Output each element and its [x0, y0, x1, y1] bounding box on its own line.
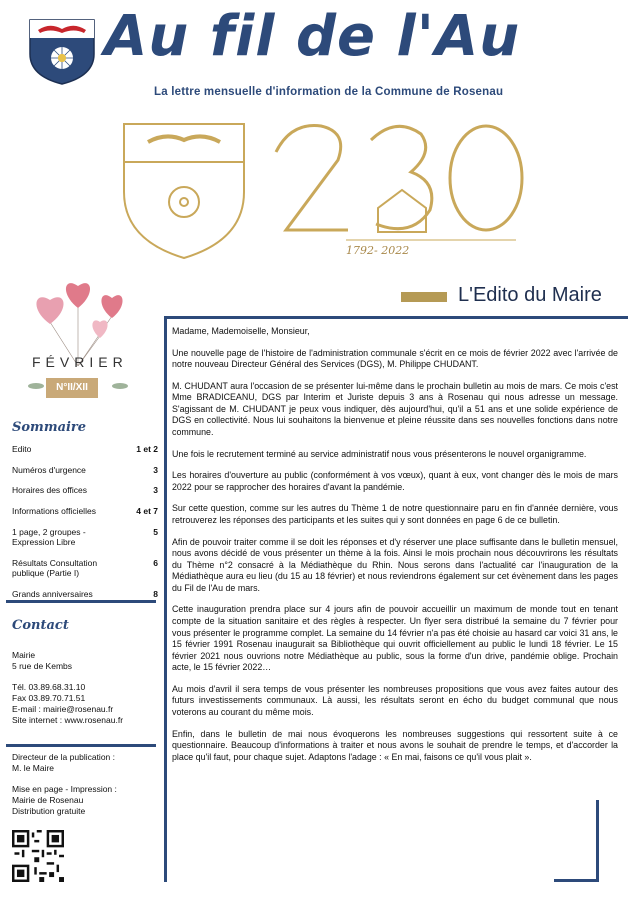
- newsletter-title: Au fil de l'Au: [104, 4, 521, 69]
- anniversary-230-emblem: [116, 112, 536, 262]
- layout-name: Mairie de Rosenau: [12, 795, 84, 806]
- director-label: Directeur de la publication :: [12, 752, 116, 762]
- edito-paragraph: Au mois d'avril il sera temps de vous présenter les nombreuses propositions que vous avez faites autour des futurs investissements communaux. Là aussi, les résultats seront en écho du budget communal que nous voterons au courant du même mois.: [172, 683, 618, 718]
- newsletter-subtitle: La lettre mensuelle d'information de la Commune de Rosenau: [154, 86, 504, 98]
- edito-accent-bar: [401, 292, 447, 302]
- sommaire-title: Sommaire: [12, 420, 87, 435]
- edito-paragraph: Enfin, dans le bulletin de mai nous évoquerons les nombreuses suggestions qui ressortent suite à ce questionnaire. Beaucoup d'informations à traiter et nous avons le souhait de prendre le temps, et d'accorder la place qu'il faut, pour chaque sujet. Adaptons l'adage : « En mai, faisons ce qu'il vous plait ».: [172, 728, 618, 762]
- edito-paragraph: Cette inauguration prendra place sur 4 jours afin de pouvoir accueillir un maximum de monde tout en tenant compte de la situation sanitaire et des règles à respecter. Un flyer sera distribué la semaine du 7 février pour vous présenter le programme complet. La semaine du 14 février n'a pas été choisie au hasard car voici 31 ans, le 15 février 1991 Rosenau inaugurait sa Bibliothèque qui ouvrit officiellement au public le lundi 18 février. Le 15 février 2021 nous ouvrions notre Médiathèque au public, sous la forme d'un drive, pandémie oblige. Prochain acte, le 15 février 2022…: [172, 604, 618, 673]
- edito-paragraph: Les horaires d'ouverture au public (conformément à vos vœux), quant à eux, vont changer dès le mois de mars 2022 pour se rapprocher des horaires d'avant la pandémie.: [172, 470, 618, 492]
- toc-item[interactable]: Grands anniversaires 8: [12, 589, 158, 599]
- contact-address: 5 rue de Kembs: [12, 661, 73, 672]
- toc-item[interactable]: Numéros d'urgence 3: [12, 464, 158, 475]
- edito-paragraph: Afin de pouvoir traiter comme il se doit les réponses et d'y réserver une place suffisante dans le bulletin mensuel, nous avons décidé de vous présenter un thème à la fois. Ainsi le mois prochain nous découvrirons les résultats du Thème n°2 consacré à la Médiathèque du Rhin. Nous serons dans l'actualité car l'inauguration de la Médiathèque aura eu lieu (du 15 au 18 février) et nous reviendrons également sur cet évènement dans les pages du Fil de l'Au de mars.: [172, 536, 618, 593]
- edito-paragraph: M. CHUDANT aura l'occasion de se présenter lui-même dans le prochain bulletin au mois de mars. Ce mois c'est Mme BRADICEANU, DGS par Interim et Juriste depuis 3 ans à Rosenau qui nous adresse un message. S'agissant de M. CHUDANT je peux vous indiquer, dès aujourd'hui, qu'il a 51 ans et une solide expérience de DGS en collectivité. Nous lui souhaitons la bienvenue et pleine réussite dans ses nouvelles fonctions dans notre commune.: [172, 380, 618, 438]
- anniversary-years: 1792- 2022: [346, 244, 410, 257]
- edito-paragraph: Madame, Mademoiselle, Monsieur,: [172, 326, 310, 336]
- edito-paragraph: Une nouvelle page de l'histoire de l'administration communale s'écrit en ce mois de février 2022 avec l'arrivée de notre nouveau Directeur Général des Services (DGS), M. Philippe CHUDANT.: [172, 347, 618, 370]
- issue-number-badge: N°II/XII: [46, 378, 98, 398]
- edito-paragraph: Sur cette question, comme sur les autres du Thème 1 de notre questionnaire paru en fin d'année dernière, vous retrouverez les réponses des participants et les suites qui y sont données en page 6 de ce bulletin.: [172, 503, 618, 525]
- contact-title: Contact: [12, 618, 69, 633]
- edito-paragraph: Une fois le recrutement terminé au service administratif nous vous présenterons le nouvel organigramme.: [172, 448, 587, 459]
- frame-corner: [554, 879, 599, 882]
- contact-block: [12, 650, 162, 726]
- frame-corner: [596, 800, 599, 882]
- toc-item[interactable]: Informations officielles 4 et 7: [12, 505, 158, 516]
- edito-heading: L'Edito du Maire: [458, 284, 602, 306]
- sidebar-divider: [6, 600, 156, 603]
- contact-tel: Tél. 03.89.68.31.10: [12, 682, 86, 693]
- toc-item[interactable]: Résultats Consultation publique (Partie I) 6: [12, 557, 158, 579]
- edito-body: [172, 326, 618, 773]
- contact-fax: Fax 03.89.70.71.51: [12, 693, 86, 704]
- director-name: M. le Maire: [12, 763, 55, 774]
- sidebar-divider: [6, 744, 156, 747]
- toc-item[interactable]: Edito 1 et 2: [12, 444, 158, 454]
- contact-email[interactable]: E-mail : mairie@rosenau.fr: [12, 704, 114, 715]
- layout-label: Mise en page - Impression :: [12, 784, 117, 795]
- qr-code[interactable]: [12, 830, 64, 882]
- table-of-contents: [12, 444, 158, 610]
- commune-crest-logo: [26, 16, 98, 86]
- toc-item[interactable]: Horaires des offices 3: [12, 485, 158, 496]
- toc-item[interactable]: 1 page, 2 groupes - Expression Libre 5: [12, 526, 158, 548]
- contact-name: Mairie: [12, 650, 36, 660]
- contact-website[interactable]: Site internet : www.rosenau.fr: [12, 715, 124, 726]
- distribution-note: Distribution gratuite: [12, 806, 86, 817]
- publication-info: [12, 752, 162, 817]
- issue-month: FÉVRIER: [32, 354, 128, 370]
